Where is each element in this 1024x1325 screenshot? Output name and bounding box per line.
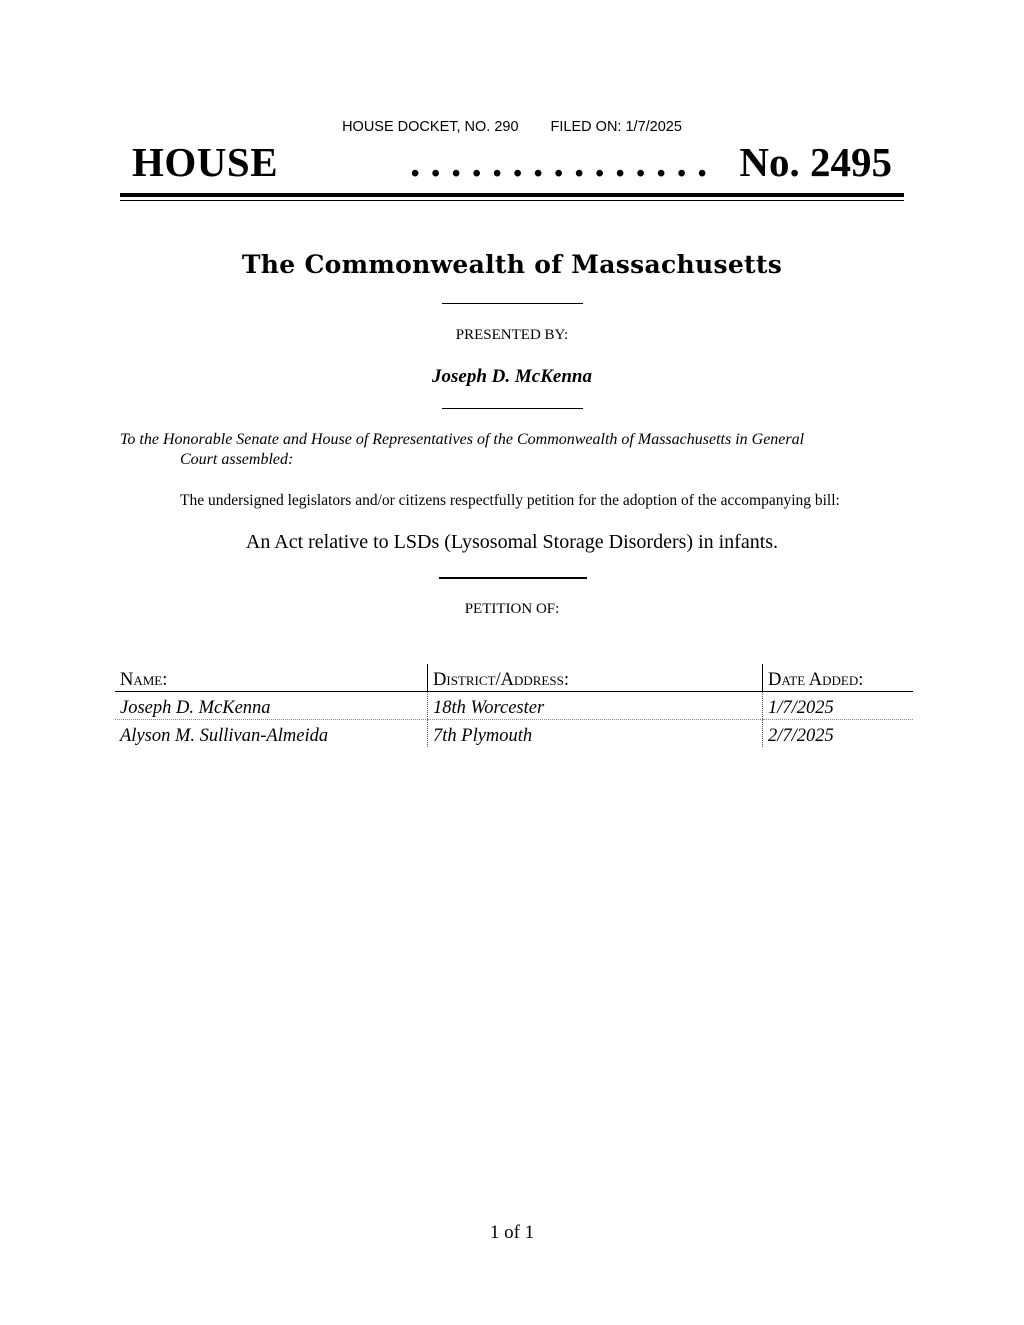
header-name: Name: — [115, 664, 428, 692]
sponsor-date: 1/7/2025 — [763, 692, 914, 720]
sponsor-name: Alyson M. Sullivan-Almeida — [120, 726, 329, 746]
header-date: Date Added: — [763, 664, 914, 692]
docket-line — [0, 119, 1024, 135]
table-header-row — [115, 664, 913, 692]
address-line-1: To the Honorable Senate and House of Representatives of the Commonwealth of Massachusetts in General — [120, 431, 805, 448]
sponsor-district: 18th Worcester — [428, 692, 763, 720]
petition-statement: The undersigned legislators and/or citizens respectfully petition for the adoption of the accompanying bill: — [180, 492, 840, 509]
header-district: District/Address: — [428, 664, 763, 692]
page-number: 1 of 1 — [489, 1222, 535, 1243]
docket-number: HOUSE DOCKET, NO. 290 — [342, 119, 519, 135]
table-row — [115, 720, 913, 748]
table-row — [115, 692, 913, 720]
petition-of-label: PETITION OF: — [464, 601, 560, 617]
sponsors-table — [115, 664, 913, 747]
filed-date: FILED ON: 1/7/2025 — [550, 119, 682, 135]
act-divider — [439, 577, 587, 579]
divider — [442, 408, 583, 409]
address-paragraph — [120, 430, 880, 470]
header-rule-thin — [120, 200, 904, 201]
sponsor-district: 7th Plymouth — [428, 720, 763, 748]
commonwealth-title: The Commonwealth of Massachusetts — [241, 250, 783, 279]
header-rule-thick — [120, 193, 904, 197]
presenter-name: Joseph D. McKenna — [432, 366, 592, 387]
presented-by-label: PRESENTED BY: — [455, 327, 569, 343]
bill-number: No. 2495 — [739, 139, 892, 185]
sponsor-name: Joseph D. McKenna — [115, 692, 428, 720]
address-line-2: Court assembled: — [180, 451, 294, 468]
chamber-title: HOUSE — [132, 139, 279, 185]
divider — [442, 303, 583, 304]
leader-dots: . . . . . . . . . . . . . . . — [410, 139, 708, 185]
act-title: An Act relative to LSDs (Lysosomal Storage Disorders) in infants. — [245, 531, 779, 553]
bill-header — [120, 138, 904, 194]
sponsor-date: 2/7/2025 — [763, 720, 914, 748]
